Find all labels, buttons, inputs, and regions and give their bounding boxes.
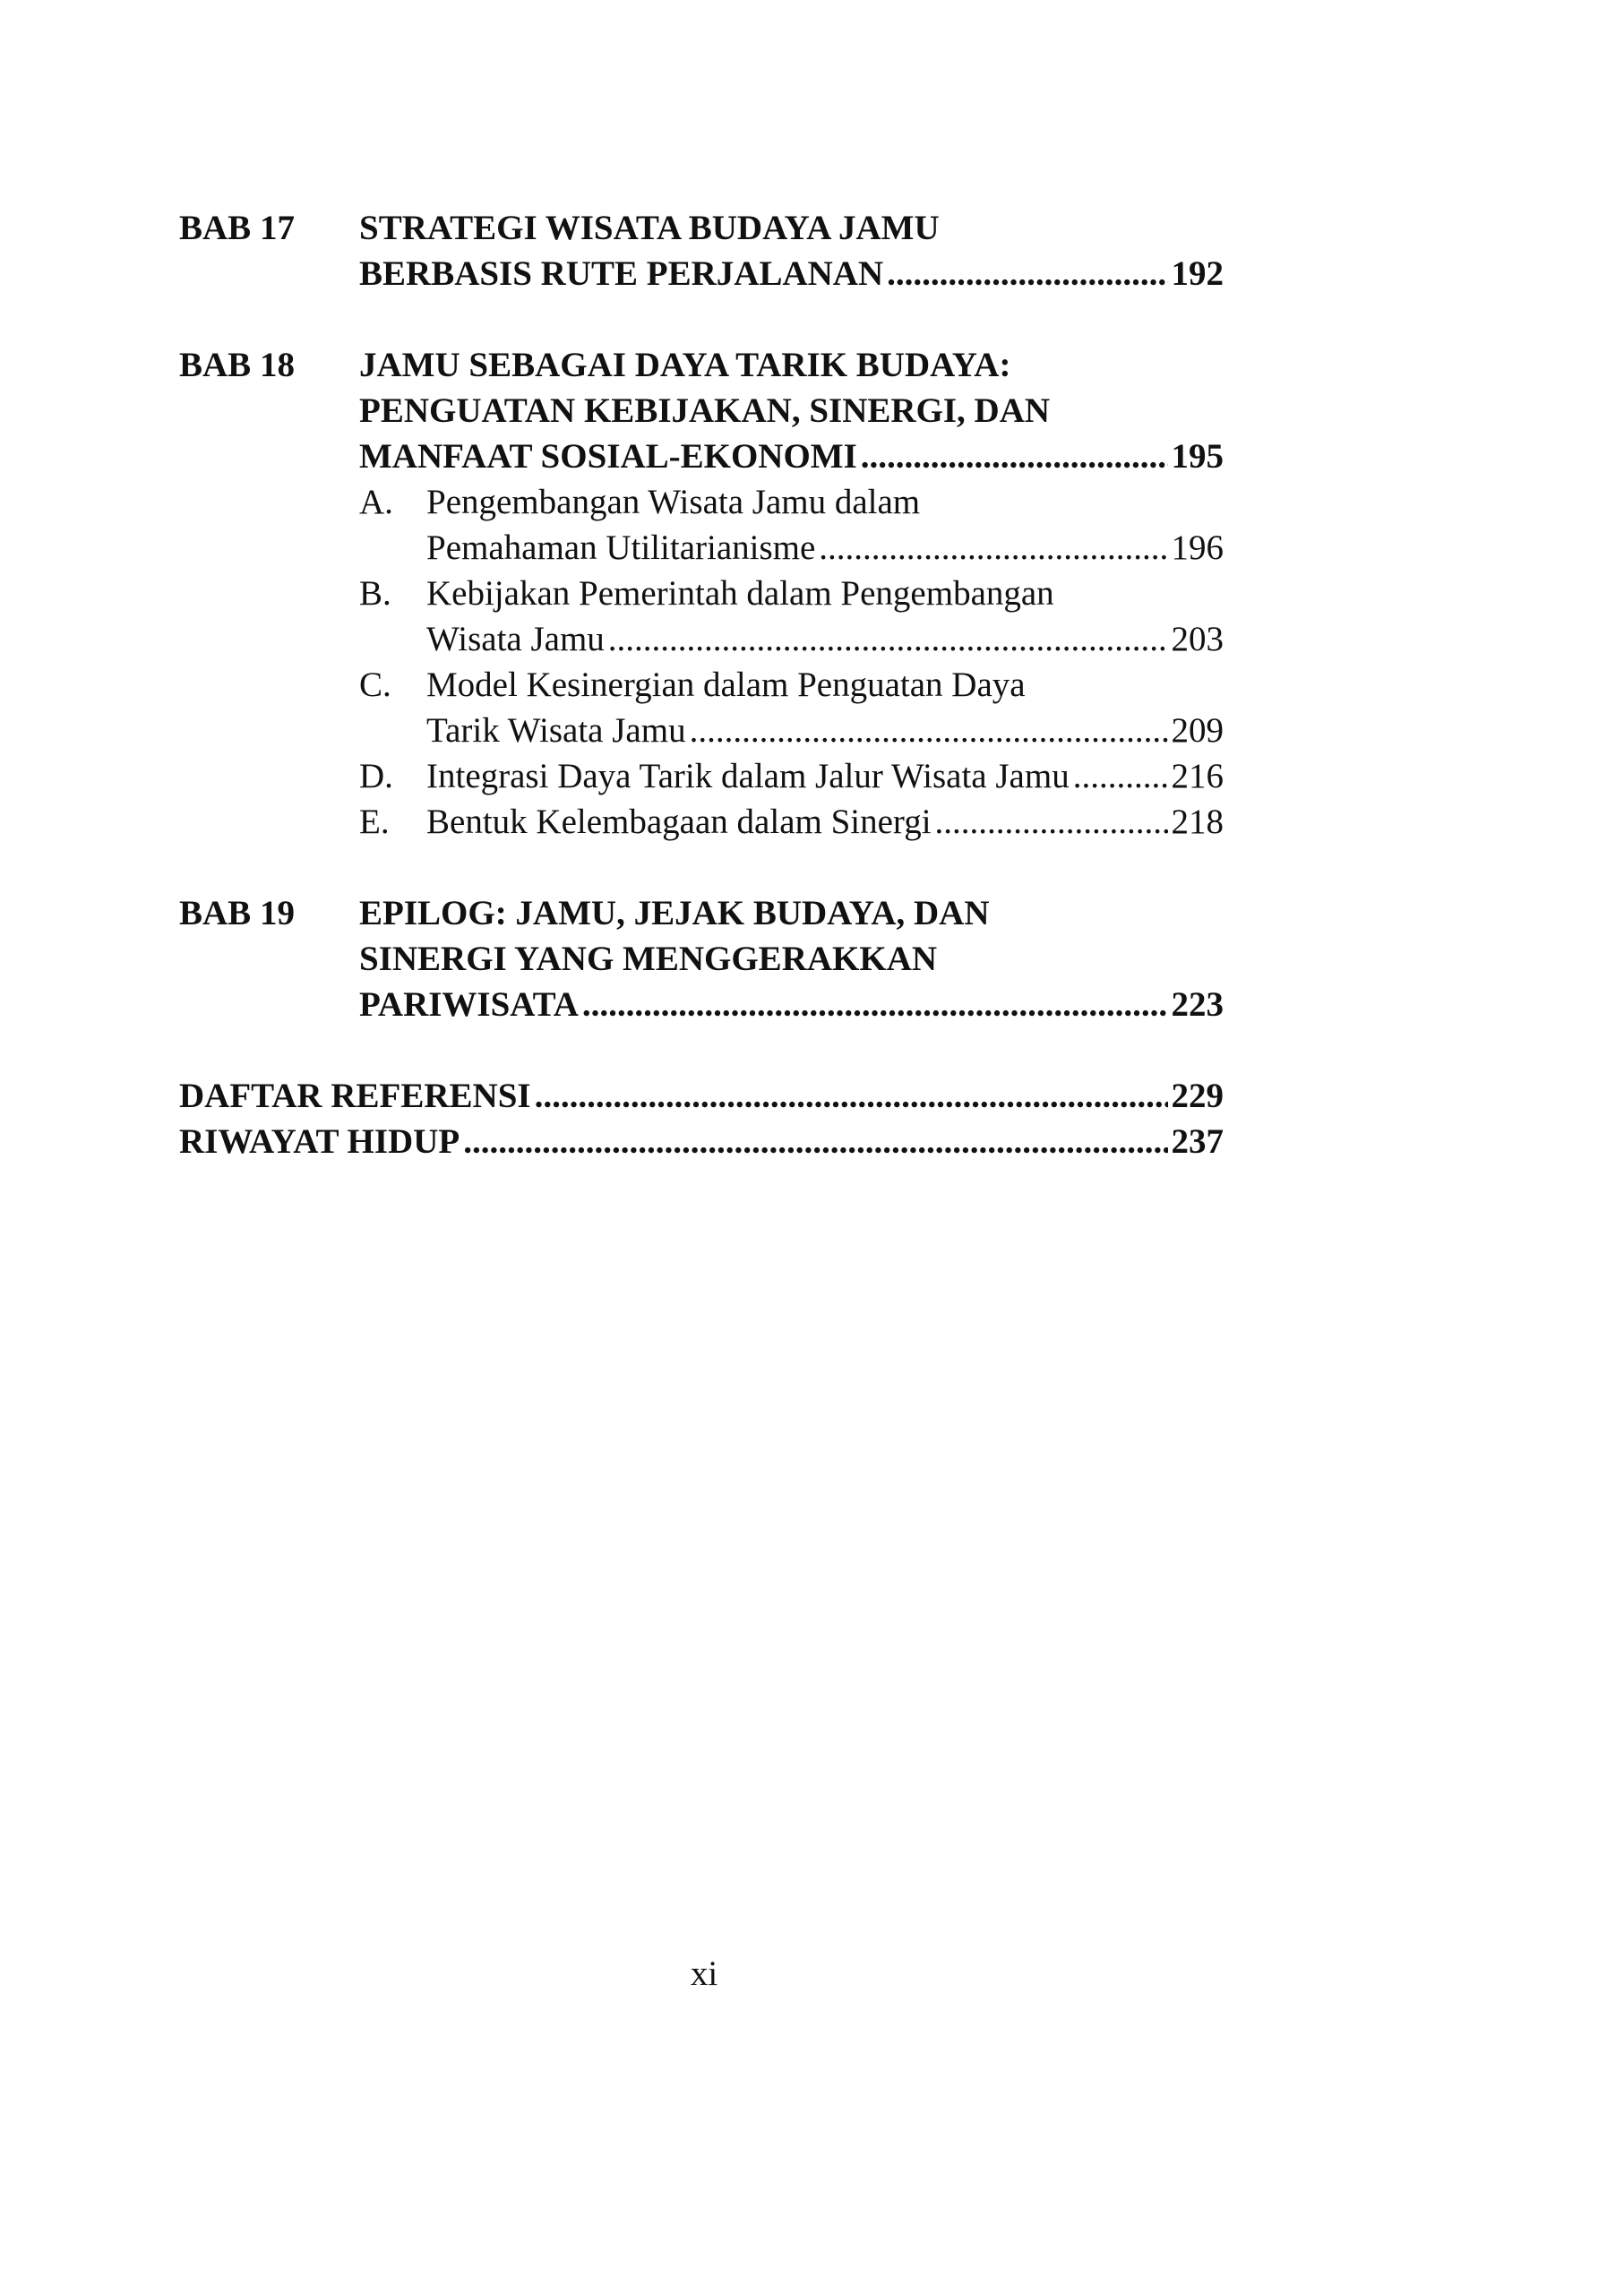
section-title-line: Pemahaman Utilitarianisme — [426, 528, 816, 567]
toc-entry[interactable] — [426, 753, 1224, 800]
page-number: 203 — [1171, 620, 1224, 658]
chapter-label: BAB 17 — [179, 209, 295, 247]
section-letter: B. — [359, 574, 391, 613]
page-number: 192 — [1171, 254, 1224, 293]
dot-leader — [690, 708, 1168, 754]
section-title-line: Pengembangan Wisata Jamu dalam — [426, 483, 921, 521]
section-title-line: Kebijakan Pemerintah dalam Pengembangan — [426, 574, 1054, 613]
toc-entry[interactable] — [179, 1119, 1224, 1165]
dot-leader — [608, 616, 1168, 663]
dot-leader — [463, 1119, 1167, 1165]
chapter-label: BAB 19 — [179, 894, 295, 932]
section-letter: D. — [359, 757, 393, 795]
toc-entry[interactable] — [179, 1073, 1224, 1120]
page-number: 237 — [1171, 1122, 1224, 1161]
toc-entry[interactable] — [426, 799, 1224, 846]
toc-entry[interactable] — [426, 616, 1224, 663]
page-number: 229 — [1171, 1077, 1224, 1115]
section-title-line: Bentuk Kelembagaan dalam Sinergi — [426, 803, 932, 841]
dot-leader — [582, 982, 1168, 1028]
dot-leader — [887, 251, 1167, 297]
section-title-line: Model Kesinergian dalam Penguatan Daya — [426, 666, 1026, 704]
chapter-title-line: EPILOG: JAMU, JEJAK BUDAYA, DAN — [359, 894, 990, 932]
chapter-title-line: MANFAAT SOSIAL-EKONOMI — [359, 437, 857, 476]
chapter-label: BAB 18 — [179, 346, 295, 384]
dot-leader — [819, 525, 1167, 571]
footer-page-number: xi — [690, 1954, 718, 1993]
page-number: 218 — [1171, 803, 1224, 841]
section-letter: A. — [359, 483, 393, 521]
back-matter-title: DAFTAR REFERENSI — [179, 1077, 531, 1115]
section-title-line: Wisata Jamu — [426, 620, 605, 658]
dot-leader — [861, 434, 1168, 480]
page-number: 196 — [1171, 528, 1224, 567]
chapter-title-line: JAMU SEBAGAI DAYA TARIK BUDAYA: — [359, 346, 1011, 384]
toc-entry[interactable] — [359, 251, 1224, 297]
toc-entry[interactable] — [426, 708, 1224, 754]
dot-leader — [535, 1073, 1168, 1120]
chapter-title-line: BERBASIS RUTE PERJALANAN — [359, 254, 884, 293]
section-title-line: Tarik Wisata Jamu — [426, 711, 686, 750]
chapter-title-line: STRATEGI WISATA BUDAYA JAMU — [359, 209, 940, 247]
section-letter: C. — [359, 666, 391, 704]
section-title-line: Integrasi Daya Tarik dalam Jalur Wisata Jamu — [426, 757, 1070, 795]
chapter-title-line: SINERGI YANG MENGGERAKKAN — [359, 940, 938, 978]
section-letter: E. — [359, 803, 390, 841]
page-number: 209 — [1171, 711, 1224, 750]
back-matter-title: RIWAYAT HIDUP — [179, 1122, 460, 1161]
page-number: 216 — [1171, 757, 1224, 795]
chapter-title-line: PENGUATAN KEBIJAKAN, SINERGI, DAN — [359, 391, 1051, 430]
toc-entry[interactable] — [426, 525, 1224, 571]
dot-leader — [1073, 753, 1168, 800]
page-number: 195 — [1171, 437, 1224, 476]
toc-entry[interactable] — [359, 434, 1224, 480]
dot-leader — [935, 799, 1168, 846]
chapter-title-line: PARIWISATA — [359, 985, 579, 1024]
toc-entry[interactable] — [359, 982, 1224, 1028]
page-number: 223 — [1171, 985, 1224, 1024]
